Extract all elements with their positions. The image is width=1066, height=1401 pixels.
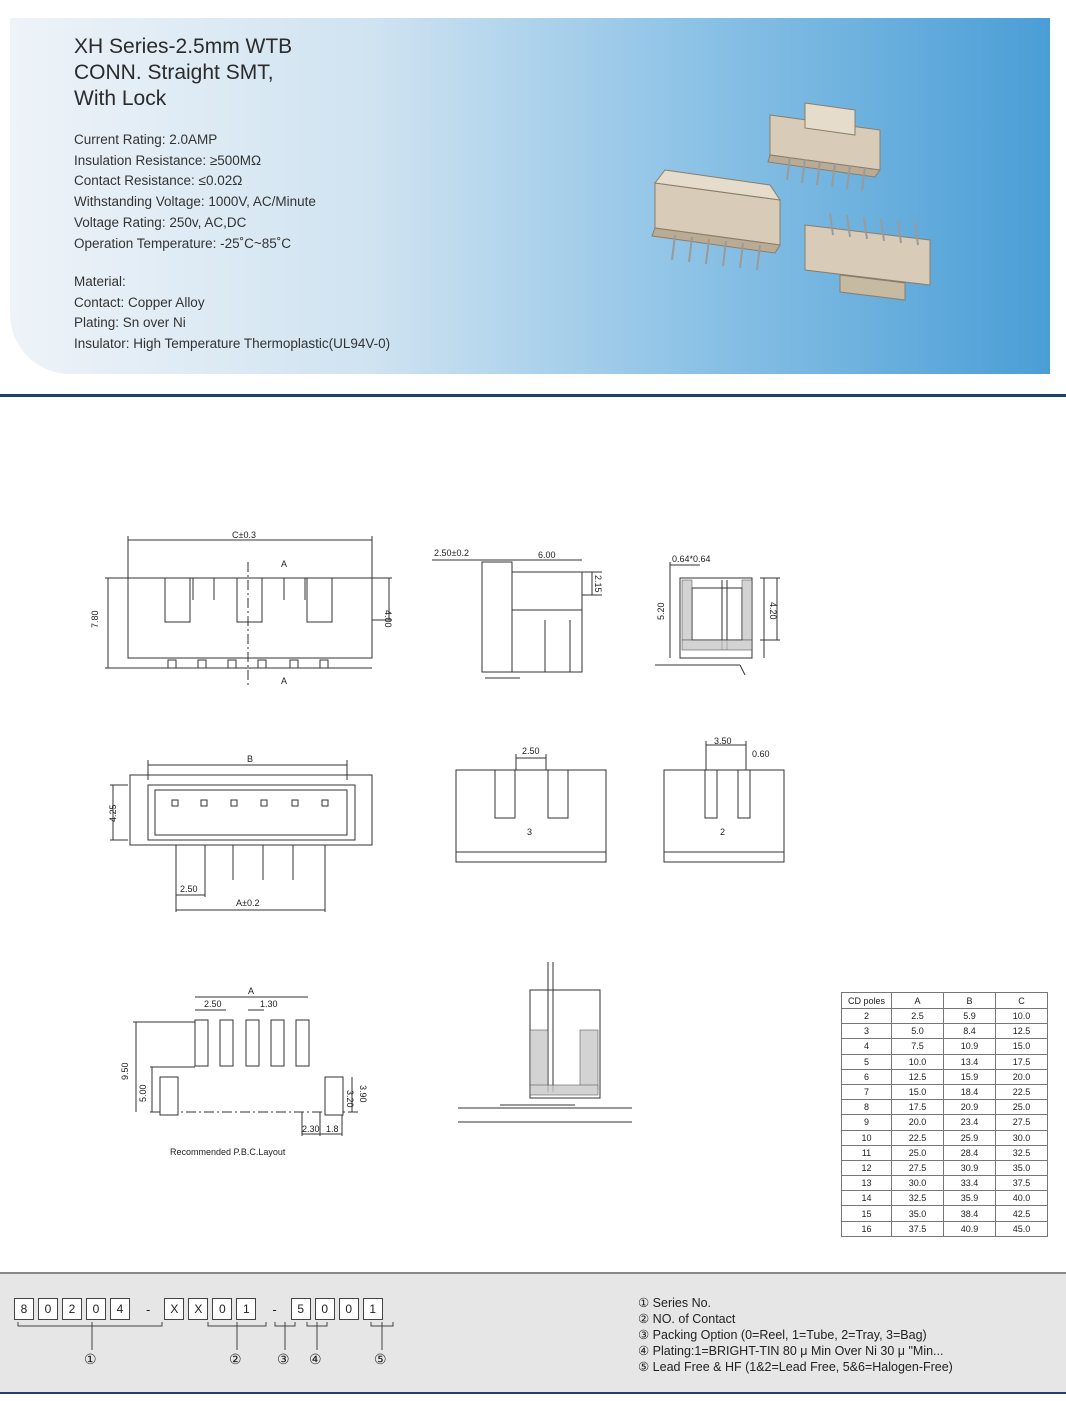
table-row [842, 1130, 1048, 1145]
dim-7-80: 7.80 [90, 610, 100, 628]
table-cell: 14 [842, 1191, 892, 1206]
table-cell: 27.5 [892, 1160, 944, 1175]
pn-digit: X [188, 1298, 208, 1320]
table-cell: 30.9 [944, 1160, 996, 1175]
table-cell: 40.9 [944, 1221, 996, 1236]
table-cell: 35.0 [996, 1160, 1048, 1175]
pn-marker-5: ⑤ [374, 1352, 387, 1368]
table-cell: 4 [842, 1039, 892, 1054]
table-cell: 7.5 [892, 1039, 944, 1054]
pn-digit: 5 [291, 1298, 311, 1320]
pn-digit: 0 [212, 1298, 232, 1320]
legend-item: ④ Plating:1=BRIGHT-TIN 80 μ Min Over Ni 30 μ "Min... [638, 1344, 944, 1358]
table-cell: 12.5 [996, 1024, 1048, 1039]
table-cell: 35.9 [944, 1191, 996, 1206]
spec-withstanding: Withstanding Voltage: 1000V, AC/Minute [74, 194, 316, 210]
table-cell: 16 [842, 1221, 892, 1236]
table-cell: 27.5 [996, 1115, 1048, 1130]
pn-digit: 0 [86, 1298, 106, 1320]
dim-5-20: 5.20 [656, 602, 666, 620]
pcb-dim-3-20: 3.20 [345, 1090, 355, 1108]
table-cell: 15.0 [892, 1084, 944, 1099]
connector-photo [630, 95, 950, 305]
table-cell: 42.5 [996, 1206, 1048, 1221]
table-cell: 23.4 [944, 1115, 996, 1130]
table-cell: 5.9 [944, 1009, 996, 1024]
pcb-dim-3-90: 3.90 [358, 1085, 368, 1103]
dim-2-15: 2.15 [593, 575, 603, 593]
table-row [842, 1160, 1048, 1175]
legend-item: ⑤ Lead Free & HF (1&2=Lead Free, 5&6=Halogen-Free) [638, 1360, 953, 1374]
table-cell: 25.9 [944, 1130, 996, 1145]
table-cell: 18.4 [944, 1084, 996, 1099]
table-cell: 17.5 [996, 1054, 1048, 1069]
pn-digit: 0 [315, 1298, 335, 1320]
table-row [842, 1221, 1048, 1236]
column-header: B [944, 993, 996, 1009]
table-cell: 12 [842, 1160, 892, 1175]
dim-6-00: 6.00 [538, 550, 556, 560]
pn-digit: 2 [62, 1298, 82, 1320]
table-row [842, 1191, 1048, 1206]
table-cell: 28.4 [944, 1145, 996, 1160]
pn-marker-1: ① [84, 1352, 97, 1368]
spec-insulation: Insulation Resistance: ≥500MΩ [74, 152, 262, 168]
pn-digit: 1 [363, 1298, 383, 1320]
table-cell: 9 [842, 1115, 892, 1130]
section-a-bottom: A [281, 676, 288, 686]
section-divider [0, 394, 1066, 397]
table-cell: 3 [842, 1024, 892, 1039]
pn-leader-lines [0, 1322, 420, 1352]
table-cell: 15.0 [996, 1039, 1048, 1054]
legend-item: ② NO. of Contact [638, 1312, 736, 1326]
spec-list [74, 130, 316, 254]
table-cell: 38.4 [944, 1206, 996, 1221]
table-row [842, 1206, 1048, 1221]
table-cell: 8.4 [944, 1024, 996, 1039]
dim-2-50-side: 2.50±0.2 [434, 548, 469, 558]
spec-contact-resistance: Contact Resistance: ≤0.02Ω [74, 173, 243, 189]
table-cell: 5 [842, 1054, 892, 1069]
pcb-dim-9-50: 9.50 [120, 1062, 130, 1080]
dim-4-20: 4.20 [768, 602, 778, 620]
material-contact: Contact: Copper Alloy [74, 294, 205, 310]
pcb-caption: Recommended P.B.C.Layout [170, 1147, 286, 1157]
table-cell: 20.0 [996, 1069, 1048, 1084]
part-number-legend [638, 1295, 953, 1375]
table-cell: 12.5 [892, 1069, 944, 1084]
material-plating: Plating: Sn over Ni [74, 315, 186, 331]
view3-label: 3 [527, 827, 533, 837]
spec-current: Current Rating: 2.0AMP [74, 132, 218, 147]
table-cell: 15.9 [944, 1069, 996, 1084]
pn-marker-4: ④ [309, 1352, 322, 1368]
table-cell: 20.0 [892, 1115, 944, 1130]
dim-view3: 2.50 [522, 746, 540, 756]
dim-c: C±0.3 [232, 530, 256, 540]
table-cell: 5.0 [892, 1024, 944, 1039]
table-cell: 8 [842, 1100, 892, 1115]
pn-dash: - [146, 1301, 151, 1317]
technical-drawings [0, 500, 840, 1170]
pn-marker-2: ② [229, 1352, 242, 1368]
pn-digit: 4 [110, 1298, 130, 1320]
column-header: C [996, 993, 1048, 1009]
table-cell: 10.0 [892, 1054, 944, 1069]
table-row [842, 1054, 1048, 1069]
table-cell: 13 [842, 1176, 892, 1191]
dim-a: A±0.2 [236, 898, 260, 908]
pn-marker-3: ③ [277, 1352, 290, 1368]
legend-item: ③ Packing Option (0=Reel, 1=Tube, 2=Tray, 3=Bag) [638, 1328, 927, 1342]
table-row [842, 1115, 1048, 1130]
table-cell: 13.4 [944, 1054, 996, 1069]
dim-view2: 3.50 [714, 736, 732, 746]
table-cell: 6 [842, 1069, 892, 1084]
pn-digit: X [164, 1298, 184, 1320]
material-list [74, 272, 390, 355]
dim-4-00: 4.00 [383, 610, 393, 628]
table-cell: 17.5 [892, 1100, 944, 1115]
table-cell: 32.5 [892, 1191, 944, 1206]
view2-label: 2 [720, 827, 726, 837]
pn-digit: 0 [38, 1298, 58, 1320]
title-line: XH Series-2.5mm WTB [74, 35, 293, 58]
dim-0-64: 0.64*0.64 [672, 554, 711, 564]
dim-view2-060: 0.60 [752, 749, 770, 759]
table-row [842, 1176, 1048, 1191]
pcb-dim-5-00: 5.00 [138, 1084, 148, 1102]
product-title [74, 34, 292, 112]
pcb-dim-1-8: 1.8 [326, 1124, 339, 1134]
table-cell: 10 [842, 1130, 892, 1145]
table-row [842, 1145, 1048, 1160]
pcb-dim-2-30: 2.30 [302, 1124, 320, 1134]
table-cell: 22.5 [996, 1084, 1048, 1099]
table-row [842, 1024, 1048, 1039]
dim-4-25: 4.25 [108, 804, 118, 822]
table-cell: 25.0 [996, 1100, 1048, 1115]
table-cell: 2 [842, 1009, 892, 1024]
table-cell: 37.5 [892, 1221, 944, 1236]
pn-digit: 1 [236, 1298, 256, 1320]
column-header: A [892, 993, 944, 1009]
table-cell: 15 [842, 1206, 892, 1221]
table-cell: 25.0 [892, 1145, 944, 1160]
material-insulator: Insulator: High Temperature Thermoplastic(UL94V-0) [74, 336, 391, 352]
legend-item: ① Series No. [638, 1296, 712, 1310]
table-cell: 7 [842, 1084, 892, 1099]
spec-temperature: Operation Temperature: -25˚C~85˚C [74, 235, 291, 251]
spec-voltage: Voltage Rating: 250v, AC,DC [74, 214, 247, 230]
pn-digit: 8 [14, 1298, 34, 1320]
title-line: CONN. Straight SMT, [74, 61, 274, 84]
title-line: With Lock [74, 87, 167, 110]
table-row [842, 1084, 1048, 1099]
table-row [842, 1069, 1048, 1084]
dimension-table [841, 992, 1048, 1237]
table-cell: 30.0 [996, 1130, 1048, 1145]
table-row [842, 1039, 1048, 1054]
part-number-code [14, 1298, 387, 1320]
material-heading: Material: [74, 274, 126, 289]
table-cell: 33.4 [944, 1176, 996, 1191]
table-cell: 45.0 [996, 1221, 1048, 1236]
table-cell: 40.0 [996, 1191, 1048, 1206]
table-cell: 22.5 [892, 1130, 944, 1145]
pn-digit: 0 [339, 1298, 359, 1320]
pn-dash: - [272, 1301, 277, 1317]
pcb-dim-2-50: 2.50 [204, 999, 222, 1009]
table-cell: 10.9 [944, 1039, 996, 1054]
table-cell: 20.9 [944, 1100, 996, 1115]
table-cell: 10.0 [996, 1009, 1048, 1024]
pcb-dim-1-30: 1.30 [260, 999, 278, 1009]
table-row [842, 1009, 1048, 1024]
table-cell: 2.5 [892, 1009, 944, 1024]
table-row [842, 1100, 1048, 1115]
table-cell: 30.0 [892, 1176, 944, 1191]
table-body [842, 1009, 1048, 1237]
dim-pitch: 2.50 [180, 884, 198, 894]
table-header-row [842, 993, 1048, 1009]
table-cell: 35.0 [892, 1206, 944, 1221]
pcb-dim-a: A [248, 986, 255, 996]
dim-b: B [247, 754, 254, 764]
table-cell: 37.5 [996, 1176, 1048, 1191]
section-a-top: A [281, 559, 288, 569]
column-header: CD poles [842, 993, 892, 1009]
table-cell: 11 [842, 1145, 892, 1160]
table-cell: 32.5 [996, 1145, 1048, 1160]
